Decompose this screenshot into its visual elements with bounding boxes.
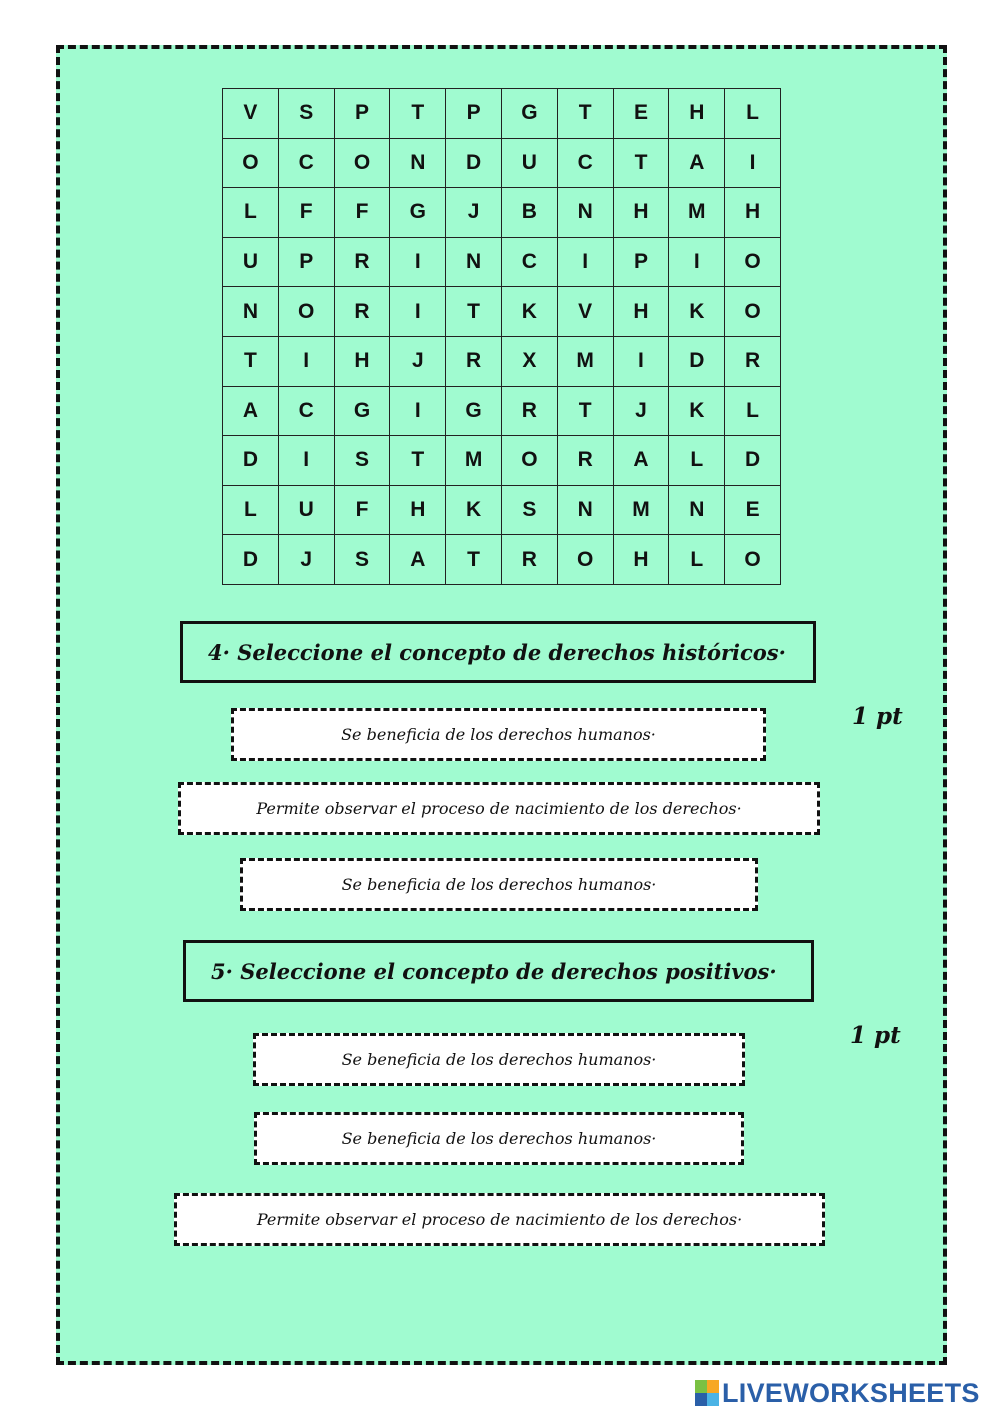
grid-cell[interactable]: R (558, 436, 614, 486)
grid-cell[interactable]: N (558, 486, 614, 536)
grid-cell[interactable]: A (390, 535, 446, 585)
grid-cell[interactable]: D (446, 139, 502, 189)
grid-cell[interactable]: P (446, 89, 502, 139)
word-search-grid (222, 88, 781, 585)
grid-cell[interactable]: F (335, 188, 391, 238)
grid-cell[interactable]: O (335, 139, 391, 189)
grid-cell[interactable]: G (446, 387, 502, 437)
grid-cell[interactable]: G (390, 188, 446, 238)
grid-cell[interactable]: I (390, 387, 446, 437)
grid-cell[interactable]: I (390, 238, 446, 288)
grid-cell[interactable]: S (279, 89, 335, 139)
grid-cell[interactable]: R (725, 337, 781, 387)
grid-cell[interactable]: H (614, 535, 670, 585)
question-4-option-1[interactable]: Se beneficia de los derechos humanos· (231, 708, 766, 761)
grid-cell[interactable]: M (446, 436, 502, 486)
grid-cell[interactable]: M (669, 188, 725, 238)
grid-cell[interactable]: V (558, 287, 614, 337)
grid-cell[interactable]: H (335, 337, 391, 387)
grid-cell[interactable]: L (669, 535, 725, 585)
grid-cell[interactable]: U (279, 486, 335, 536)
question-4-option-3[interactable]: Se beneficia de los derechos humanos· (240, 858, 758, 911)
grid-cell[interactable]: H (725, 188, 781, 238)
grid-cell[interactable]: P (614, 238, 670, 288)
grid-cell[interactable]: N (223, 287, 279, 337)
grid-cell[interactable]: D (669, 337, 725, 387)
grid-cell[interactable]: G (502, 89, 558, 139)
grid-cell[interactable]: L (725, 387, 781, 437)
grid-cell[interactable]: C (279, 387, 335, 437)
grid-cell[interactable]: O (725, 287, 781, 337)
grid-cell[interactable]: I (669, 238, 725, 288)
grid-cell[interactable]: T (446, 287, 502, 337)
grid-cell[interactable]: T (558, 387, 614, 437)
grid-cell[interactable]: T (614, 139, 670, 189)
grid-cell[interactable]: L (223, 188, 279, 238)
grid-cell[interactable]: T (558, 89, 614, 139)
grid-cell[interactable]: I (725, 139, 781, 189)
grid-cell[interactable]: T (223, 337, 279, 387)
grid-cell[interactable]: L (669, 436, 725, 486)
grid-cell[interactable]: X (502, 337, 558, 387)
grid-cell[interactable]: R (502, 387, 558, 437)
grid-cell[interactable]: S (335, 436, 391, 486)
question-4-points: 1 pt (852, 703, 903, 730)
question-5-points: 1 pt (850, 1022, 901, 1049)
grid-cell[interactable]: J (446, 188, 502, 238)
grid-cell[interactable]: J (614, 387, 670, 437)
grid-cell[interactable]: R (502, 535, 558, 585)
question-5-option-3[interactable]: Permite observar el proceso de nacimiento de los derechos· (174, 1193, 825, 1246)
question-4-option-2[interactable]: Permite observar el proceso de nacimiento de los derechos· (178, 782, 820, 835)
grid-cell[interactable]: K (669, 287, 725, 337)
grid-cell[interactable]: C (502, 238, 558, 288)
grid-cell[interactable]: R (446, 337, 502, 387)
grid-cell[interactable]: L (725, 89, 781, 139)
grid-cell[interactable]: K (502, 287, 558, 337)
question-5-option-2[interactable]: Se beneficia de los derechos humanos· (254, 1112, 744, 1165)
grid-cell[interactable]: J (279, 535, 335, 585)
logo-square (695, 1380, 707, 1393)
logo-square (707, 1393, 719, 1406)
grid-cell[interactable]: M (558, 337, 614, 387)
grid-cell[interactable]: N (558, 188, 614, 238)
grid-cell[interactable]: F (335, 486, 391, 536)
grid-cell[interactable]: I (279, 436, 335, 486)
question-5: 5· Seleccione el concepto de derechos positivos· (183, 940, 814, 1002)
grid-cell[interactable]: I (279, 337, 335, 387)
grid-cell[interactable]: O (279, 287, 335, 337)
grid-cell[interactable]: J (390, 337, 446, 387)
grid-cell[interactable]: O (725, 535, 781, 585)
grid-cell[interactable]: K (446, 486, 502, 536)
grid-cell[interactable]: O (725, 238, 781, 288)
grid-cell[interactable]: T (390, 436, 446, 486)
grid-cell[interactable]: L (223, 486, 279, 536)
grid-cell[interactable]: N (390, 139, 446, 189)
grid-cell[interactable]: B (502, 188, 558, 238)
grid-cell[interactable]: V (223, 89, 279, 139)
grid-cell[interactable]: N (669, 486, 725, 536)
grid-cell[interactable]: F (279, 188, 335, 238)
grid-cell[interactable]: S (335, 535, 391, 585)
grid-cell[interactable]: G (335, 387, 391, 437)
grid-cell[interactable]: H (614, 188, 670, 238)
grid-cell[interactable]: H (614, 287, 670, 337)
grid-cell[interactable]: I (390, 287, 446, 337)
grid-cell[interactable]: R (335, 238, 391, 288)
grid-cell[interactable]: O (223, 139, 279, 189)
grid-cell[interactable]: M (614, 486, 670, 536)
grid-cell[interactable]: P (335, 89, 391, 139)
question-5-option-1[interactable]: Se beneficia de los derechos humanos· (253, 1033, 745, 1086)
liveworksheets-logo-icon (695, 1380, 719, 1406)
grid-cell[interactable]: H (669, 89, 725, 139)
logo-square (695, 1393, 707, 1406)
grid-cell[interactable]: O (558, 535, 614, 585)
grid-cell[interactable]: U (223, 238, 279, 288)
grid-cell[interactable]: U (502, 139, 558, 189)
brand-text: LIVEWORKSHEETS (722, 1377, 980, 1408)
logo-square (707, 1380, 719, 1393)
grid-cell[interactable]: N (446, 238, 502, 288)
grid-cell[interactable]: E (725, 486, 781, 536)
grid-cell[interactable]: A (614, 436, 670, 486)
grid-cell[interactable]: D (725, 436, 781, 486)
grid-cell[interactable]: C (558, 139, 614, 189)
grid-cell[interactable]: A (669, 139, 725, 189)
grid-cell[interactable]: E (614, 89, 670, 139)
grid-cell[interactable]: T (390, 89, 446, 139)
grid-cell[interactable]: K (669, 387, 725, 437)
grid-cell[interactable]: R (335, 287, 391, 337)
grid-cell[interactable]: P (279, 238, 335, 288)
grid-cell[interactable]: I (558, 238, 614, 288)
grid-cell[interactable]: A (223, 387, 279, 437)
liveworksheets-brand (695, 1378, 980, 1408)
grid-cell[interactable]: T (446, 535, 502, 585)
grid-cell[interactable]: H (390, 486, 446, 536)
question-4: 4· Seleccione el concepto de derechos históricos· (180, 621, 816, 683)
grid-cell[interactable]: O (502, 436, 558, 486)
grid-cell[interactable]: S (502, 486, 558, 536)
grid-cell[interactable]: D (223, 535, 279, 585)
grid-cell[interactable]: C (279, 139, 335, 189)
grid-cell[interactable]: I (614, 337, 670, 387)
grid-cell[interactable]: D (223, 436, 279, 486)
